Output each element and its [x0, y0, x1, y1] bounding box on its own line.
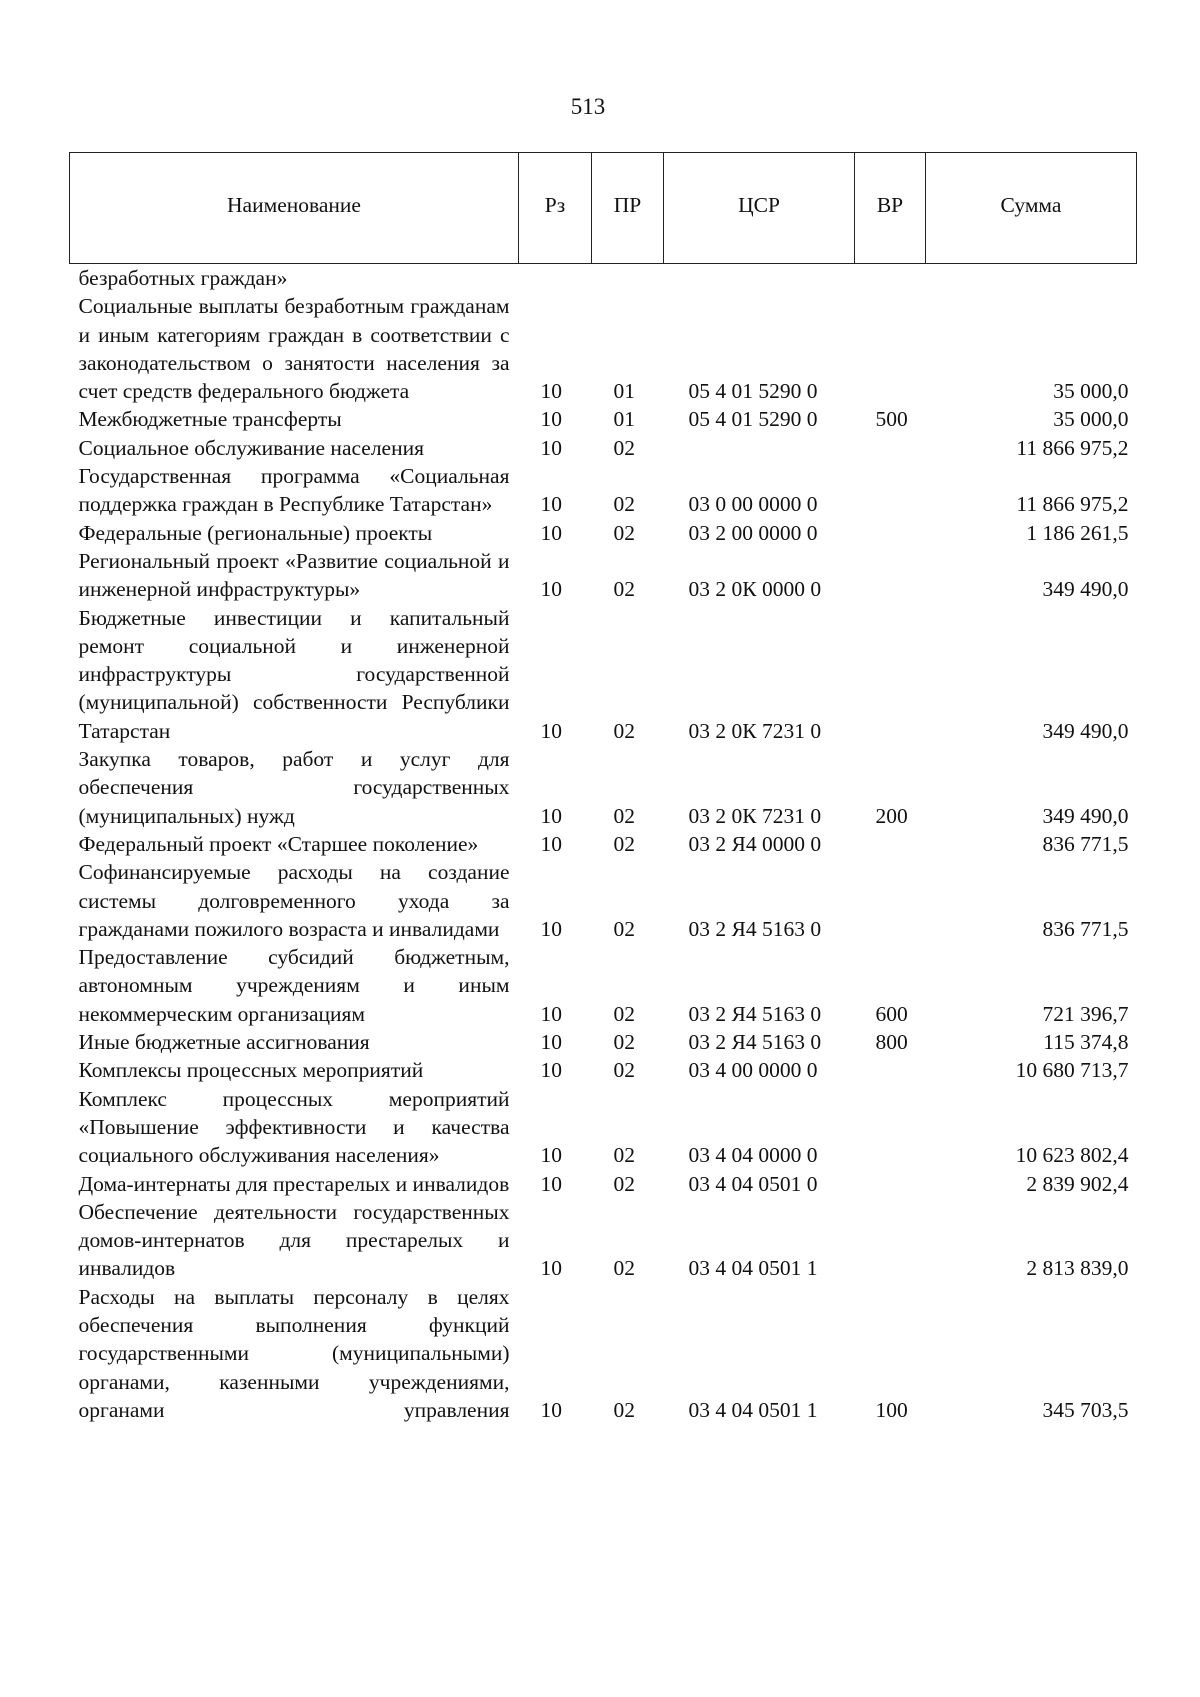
row-vr: 100 [875, 1397, 908, 1422]
row-pr [592, 264, 664, 293]
row-csr: 03 2 Я4 5163 0 [688, 1030, 822, 1055]
page-number: 513 [570, 94, 606, 119]
row-sum [926, 264, 1137, 293]
table-row [70, 434, 1137, 462]
row-csr: 03 4 04 0501 1 [688, 1397, 818, 1422]
row-rz: 10 [540, 1058, 562, 1083]
column-header-pr: ПР [592, 153, 664, 264]
row-sum: 345 703,5 [1042, 1397, 1129, 1422]
row-rz: 10 [540, 1143, 562, 1168]
row-sum: 35 000,0 [1053, 407, 1129, 432]
row-pr: 02 [613, 435, 635, 460]
row-rz: 10 [540, 577, 562, 602]
row-rz: 10 [540, 1397, 562, 1422]
row-rz: 10 [540, 492, 562, 517]
row-name: Социальное обслуживание населения [78, 435, 425, 460]
row-vr: 800 [875, 1030, 908, 1055]
row-sum: 11 866 975,2 [1016, 435, 1129, 460]
row-rz: 10 [540, 1001, 562, 1026]
row-name: Социальные выплаты безработным гражданам и иным категориям граждан в соответствии с законодательством о занятости населения за счет средств федерального бюджета [78, 294, 510, 404]
row-name: Комплексы процессных мероприятий [78, 1058, 424, 1083]
column-header-rz: Рз [519, 153, 592, 264]
row-pr: 02 [613, 1256, 635, 1281]
row-vr [855, 1056, 926, 1084]
row-pr: 02 [613, 1030, 635, 1055]
row-vr [855, 519, 926, 547]
row-vr [855, 1198, 926, 1283]
table-row [70, 264, 1137, 293]
row-csr: 05 4 01 5290 0 [688, 379, 818, 404]
row-sum: 349 490,0 [1042, 577, 1129, 602]
row-sum: 2 813 839,0 [1026, 1256, 1129, 1281]
row-name: Бюджетные инвестиции и капитальный ремонт социальной и инженерной инфраструктуры государственной (муниципальной) собственности Республики Татарстан [78, 605, 510, 743]
table-row [70, 604, 1137, 745]
row-rz: 10 [540, 520, 562, 545]
row-pr: 02 [613, 492, 635, 517]
row-pr: 02 [613, 1001, 635, 1026]
row-vr [855, 1170, 926, 1198]
row-name: Предоставление субсидий бюджетным, автономным учреждениям и иным некоммерческим организациям [78, 945, 510, 1026]
table-row [70, 858, 1137, 943]
table-row [70, 519, 1137, 547]
row-csr: 03 2 0К 7231 0 [688, 718, 822, 743]
row-name: безработных граждан» [78, 266, 288, 290]
table-row [70, 405, 1137, 433]
row-pr: 02 [613, 831, 635, 856]
table-row [70, 1198, 1137, 1283]
row-rz: 10 [540, 831, 562, 856]
row-pr: 02 [613, 1171, 635, 1196]
row-vr [855, 547, 926, 604]
row-vr [855, 604, 926, 745]
row-rz: 10 [540, 803, 562, 828]
row-sum: 10 680 713,7 [1015, 1058, 1129, 1083]
row-pr: 02 [613, 1143, 635, 1168]
row-sum: 721 396,7 [1042, 1001, 1129, 1026]
row-sum: 349 490,0 [1042, 718, 1129, 743]
row-rz: 10 [540, 379, 562, 404]
row-vr [855, 292, 926, 405]
table-row [70, 1028, 1137, 1056]
row-vr [855, 462, 926, 519]
column-header-vr: ВР [855, 153, 926, 264]
row-vr [855, 264, 926, 293]
row-name: Расходы на выплаты персоналу в целях обеспечения выполнения функций государственными (муниципальными) органами, казенными учреждениями, органами управления [78, 1284, 510, 1422]
row-pr: 02 [613, 520, 635, 545]
row-rz: 10 [540, 1171, 562, 1196]
table-row [70, 1056, 1137, 1084]
row-csr [664, 434, 855, 462]
row-name: Обеспечение деятельности государственных домов-интернатов для престарелых и инвалидов [78, 1199, 510, 1281]
row-csr: 05 4 01 5290 0 [688, 407, 818, 432]
row-csr [664, 264, 855, 293]
table-row [70, 745, 1137, 830]
row-vr: 200 [875, 803, 908, 828]
row-name: Региональный проект «Развитие социальной и инженерной инфраструктуры» [78, 548, 510, 602]
row-csr: 03 4 04 0501 0 [688, 1171, 818, 1196]
row-rz: 10 [540, 916, 562, 941]
row-rz: 10 [540, 435, 562, 460]
row-csr: 03 4 04 0501 1 [688, 1256, 818, 1281]
table-row [70, 830, 1137, 858]
row-name: Дома-интернаты для престарелых и инвалидов [78, 1171, 510, 1196]
table-row [70, 462, 1137, 519]
row-csr: 03 2 Я4 0000 0 [688, 831, 822, 856]
table-row [70, 1170, 1137, 1198]
row-vr [855, 858, 926, 943]
column-header-csr: ЦСР [664, 153, 855, 264]
row-sum: 349 490,0 [1042, 803, 1129, 828]
row-vr [855, 830, 926, 858]
row-csr: 03 4 04 0000 0 [688, 1143, 818, 1168]
row-pr: 02 [613, 916, 635, 941]
table-body [70, 264, 1137, 1425]
row-pr: 01 [613, 379, 635, 404]
row-rz: 10 [540, 1256, 562, 1281]
row-pr: 02 [613, 577, 635, 602]
row-csr: 03 2 00 0000 0 [688, 520, 818, 545]
row-rz [519, 264, 592, 293]
row-name: Комплекс процессных мероприятий «Повышение эффективности и качества социального обслуживания населения» [78, 1086, 510, 1168]
row-sum: 1 186 261,5 [1026, 520, 1129, 545]
row-sum: 11 866 975,2 [1016, 492, 1129, 517]
row-vr: 500 [875, 407, 908, 432]
budget-table [69, 152, 1137, 1424]
table-row [70, 943, 1137, 1028]
column-header-name: Наименование [70, 153, 519, 264]
row-name: Закупка товаров, работ и услуг для обеспечения государственных (муниципальных) нужд [78, 747, 510, 828]
row-name: Государственная программа «Социальная поддержка граждан в Республике Татарстан» [78, 464, 510, 517]
row-rz: 10 [540, 1030, 562, 1055]
row-sum: 10 623 802,4 [1015, 1143, 1129, 1168]
row-csr: 03 2 0К 0000 0 [688, 577, 822, 602]
row-sum: 35 000,0 [1053, 379, 1129, 404]
table-row [70, 292, 1137, 405]
row-rz: 10 [540, 407, 562, 432]
table-row [70, 1085, 1137, 1170]
row-name: Федеральный проект «Старшее поколение» [78, 831, 479, 856]
row-csr: 03 2 Я4 5163 0 [688, 916, 822, 941]
row-name: Иные бюджетные ассигнования [78, 1030, 370, 1055]
row-csr: 03 4 00 0000 0 [688, 1058, 818, 1083]
row-pr: 02 [613, 718, 635, 743]
table-row [70, 1283, 1137, 1424]
column-header-sum: Сумма [926, 153, 1137, 264]
row-csr: 03 2 0К 7231 0 [688, 803, 822, 828]
row-name: Софинансируемые расходы на создание системы долговременного ухода за гражданами пожилого возраста и инвалидами [78, 860, 510, 941]
row-sum: 115 374,8 [1043, 1030, 1129, 1055]
row-vr [855, 434, 926, 462]
row-pr: 02 [613, 1058, 635, 1083]
row-name: Межбюджетные трансферты [78, 407, 342, 432]
row-rz: 10 [540, 718, 562, 743]
table-row [70, 547, 1137, 604]
row-pr: 01 [613, 407, 635, 432]
row-sum: 836 771,5 [1042, 831, 1129, 856]
row-csr: 03 2 Я4 5163 0 [688, 1001, 822, 1026]
row-sum: 836 771,5 [1042, 916, 1129, 941]
row-vr: 600 [875, 1001, 908, 1026]
row-csr: 03 0 00 0000 0 [688, 492, 818, 517]
row-vr [855, 1085, 926, 1170]
row-pr: 02 [613, 1397, 635, 1422]
table-header [70, 153, 1137, 264]
row-name: Федеральные (региональные) проекты [78, 520, 433, 545]
row-sum: 2 839 902,4 [1026, 1171, 1129, 1196]
row-pr: 02 [613, 803, 635, 828]
